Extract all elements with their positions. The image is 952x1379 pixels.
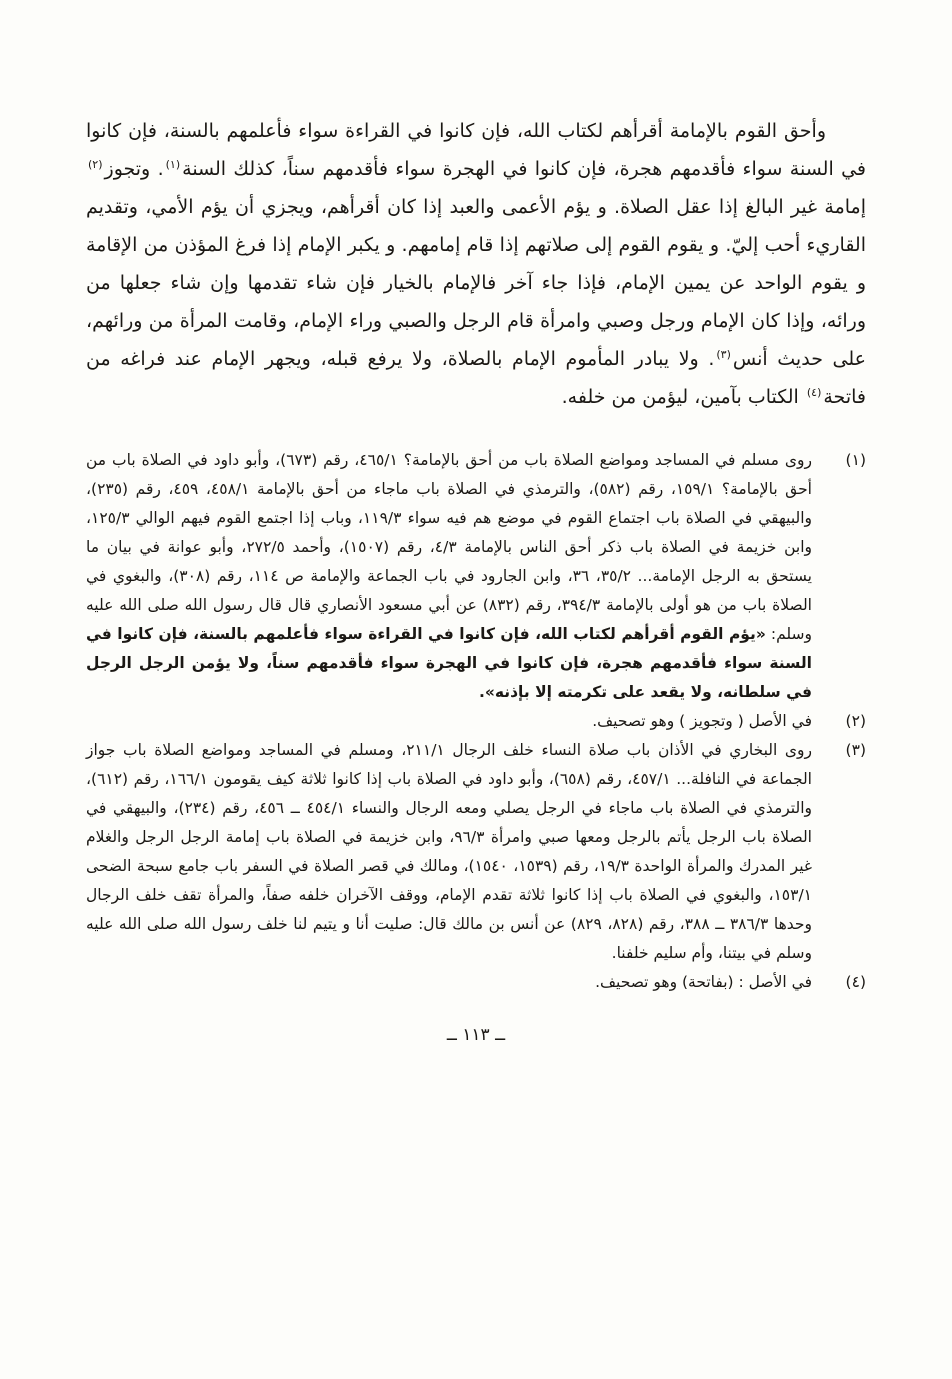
footnote-text [86,707,812,736]
footnote [86,446,866,707]
page-number: ــ ١١٣ ــ [446,1025,506,1045]
footnote-ref: (٢) [88,157,103,171]
footnote-marker: (٢) [845,712,866,730]
footnote-marker: (١) [845,451,866,469]
footnote-bold-quote: «يؤم القوم أقرأهم لكتاب الله، فإن كانوا في القراءة سواء فأعلمهم بالسنة، فإن كانوا في السنة سواء فأقدمهم هجرة، فإن كانوا في الهجرة سواء فأقدمهم سناً، ولا يؤمن الرجل الرجل في سلطانه، ولا يقعد على تكرمته إلا بإذنه». [86,625,812,701]
footnote-ref: (٤) [806,385,822,399]
footnote-ref: (٣) [716,347,731,361]
footnote-text [86,968,812,997]
main-text-segment: الكتاب بآمين، ليؤمن من خلفه. [561,386,805,408]
footnotes [86,446,866,997]
footnote-text [86,446,812,707]
footnote-marker: (٤) [845,973,866,991]
footnote-text-part: في الأصل ( وتجويز ) وهو تصحيف. [592,712,812,730]
footnote [86,736,866,968]
main-text-segment: وأحق القوم بالإمامة أقرأهم لكتاب الله، فإن كانوا في القراءة سواء فأعلمهم بالسنة، فإن كانوا في السنة سواء فأقدمهم هجرة، فإن كانوا في الهجرة سواء فأقدمهم سناً، كذلك السنة [86,120,866,180]
footnote-text [86,736,812,968]
main-text-segment: إمامة غير البالغ إذا عقل الصلاة. و يؤم الأعمى والعبد إذا كان أقرأهم، ويجزي أن يؤم الأمي، وتقديم القاريء أحب إليّ. و يقوم القوم إلى صلاتهم إذا قام إمامهم. و يكبر الإمام إذا فرغ المؤذن من الإقامة و يقوم الواحد عن يمين الإمام، فإذا جاء آخر فالإمام بالخيار فإن شاء تقدمها وإن شاء جعلها من ورائه، وإذا كان الإمام ورجل وصبي وامرأة قام الرجل والصبي وراء الإمام، وقامت المرأة من ورائهم، على حديث أنس [86,196,867,370]
footnote [86,707,866,736]
footnote-text-part: في الأصل : (بفاتحة) وهو تصحيف. [595,973,812,991]
footnote-marker: (٣) [845,741,866,759]
main-paragraph [86,112,866,416]
main-text-segment: . وتجوز [104,158,164,180]
main-text-segment: . ولا يبادر المأموم الإمام بالصلاة، ولا يرفع قبله، ويجهر الإمام عند فراغه من فاتحة [86,348,866,408]
footnote [86,968,866,997]
footnote-text-part: روى البخاري في الأذان باب صلاة النساء خلف الرجال ٢١١/١، ومسلم في المساجد ومواضع الصلاة باب جواز الجماعة في النافلة... ٤٥٧/١، رقم (٦٥٨)، وأبو داود في الصلاة باب إذا كانوا ثلاثة كيف يقومون ١٦٦/١، رقم (٦١٢)، والترمذي في الصلاة باب ماجاء في الرجل يصلي ومعه الرجال والنساء ٤٥٤/١ ــ ٤٥٦، رقم (٢٣٤)، والبيهقي في الصلاة باب الرجل يأتم بالرجل ومعها صبي وامرأة ٩٦/٣، وابن خزيمة في الصلاة باب إمامة الرجل الرجل والغلام غير المدرك والمرأة الواحدة ١٩/٣، رقم (١٥٣٩، ١٥٤٠)، ومالك في قصر الصلاة في السفر باب جامع سبحة الضحى ١٥٣/١، والبغوي في الصلاة باب إذا كانوا ثلاثة تقدم الإمام، ووقف الآخران خلفه صفاً، والمرأة تقف خلف الرجال وحدها ٣٨٦/٣ ــ ٣٨٨، رقم (٨٢٨، ٨٢٩) عن أنس بن مالك قال: صليت أنا و يتيم لنا خلف رسول الله صلى الله عليه وسلم في بيتنا، وأم سليم خلفنا. [86,741,812,962]
footnote-ref: (١) [165,157,181,171]
footnote-text-part: روى مسلم في المساجد ومواضع الصلاة باب من أحق بالإمامة؟ ٤٦٥/١، رقم (٦٧٣)، وأبو داود في الصلاة باب من أحق بالإمامة؟ ١٥٩/١، رقم (٥٨٢)، والترمذي في الصلاة باب ماجاء من أحق بالإمامة ٤٥٨/١، ٤٥٩، رقم (٢٣٥)، والبيهقي في الصلاة باب اجتماع القوم في موضع هم فيه سواء ١١٩/٣، وباب إذا اجتمع القوم فيهم الوالي ١٢٥/٣، وابن خزيمة في الصلاة باب ذكر أحق الناس بالإمامة ٤/٣، رقم (١٥٠٧)، وأحمد ٢٧٢/٥، وأبو عوانة في بيان ما يستحق به الرجل الإمامة... ٣٥/٢، ٣٦، وابن الجارود في باب الجماعة والإمامة ص ١١٤، رقم (٣٠٨)، والبغوي في الصلاة باب من هو أولى بالإمامة ٣٩٤/٣، رقم (٨٣٢) عن أبي مسعود الأنصاري قال قال رسول الله صلى الله عليه وسلم: [86,451,813,643]
